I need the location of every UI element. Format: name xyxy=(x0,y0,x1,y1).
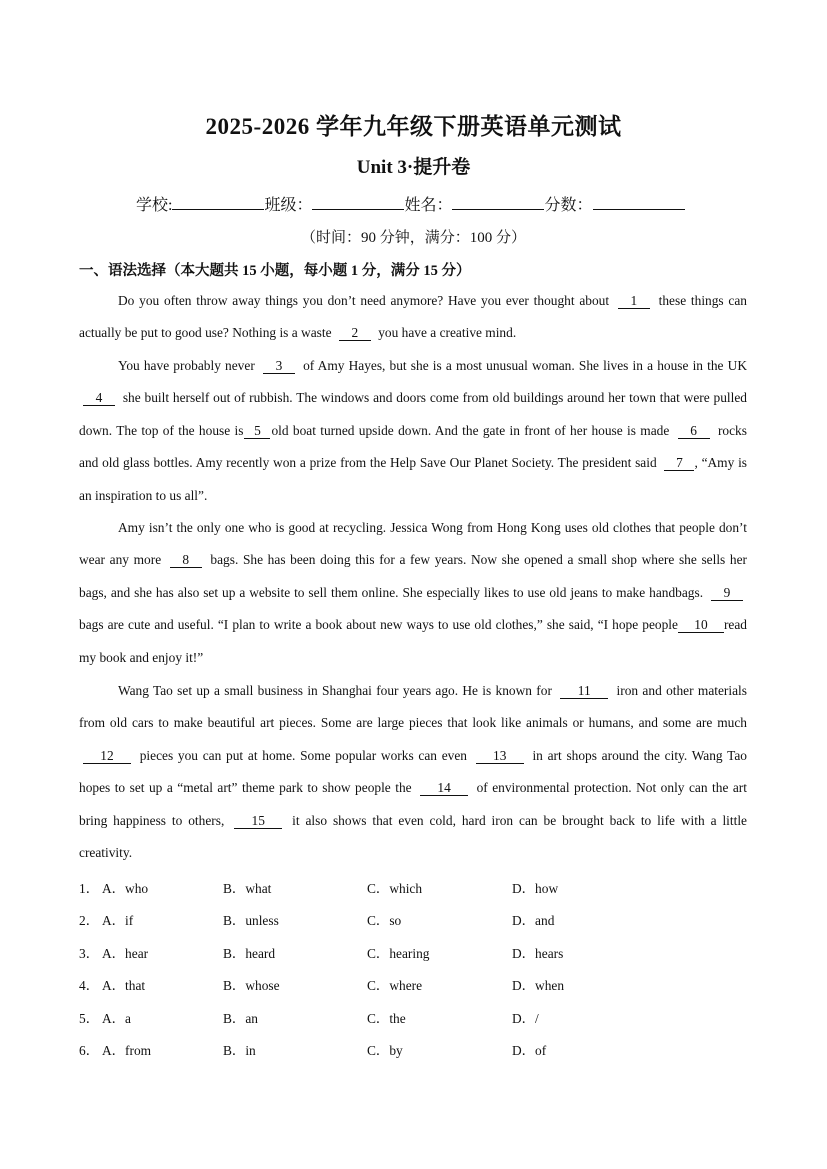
question-number: 2． xyxy=(79,913,100,928)
passage-text: in art shops around the city. Wang Tao hopes to set up a “metal art” theme park to show people the xyxy=(79,747,747,796)
option-c[interactable]: C．so xyxy=(367,913,402,928)
blank-12: 12 xyxy=(83,748,131,764)
score-blank[interactable] xyxy=(593,195,685,210)
option-d[interactable]: D．/ xyxy=(512,1011,539,1026)
option-row-5 xyxy=(79,1008,759,1028)
passage-text: bags are cute and useful. “I plan to write a book about new ways to use old clothes,” she said, “I hope people xyxy=(79,617,678,633)
question-number: 5． xyxy=(79,1011,100,1026)
time-note: （时间：90 分钟，满分：100 分） xyxy=(300,230,526,246)
option-a[interactable]: A．that xyxy=(102,978,146,993)
blank-13: 13 xyxy=(476,748,524,764)
name-label: 姓名： xyxy=(404,197,453,214)
blank-10: 10 xyxy=(678,617,724,633)
option-d[interactable]: D．of xyxy=(512,1043,547,1058)
passage-text: read my book and enjoy it!” xyxy=(79,617,747,665)
score-label: 分数： xyxy=(544,197,593,214)
passage-paragraph-3 xyxy=(79,512,747,674)
blank-4: 4 xyxy=(83,390,115,406)
option-b[interactable]: B．whose xyxy=(223,978,280,993)
passage-text: bags. She has been doing this for a few years. Now she opened a small shop where she sells her bags, and she has also set up a website to sell them online. She especially likes to use old jeans to make handbags. xyxy=(79,552,747,600)
option-row-4 xyxy=(79,975,759,995)
passage-text: of Amy Hayes, but she is a most unusual woman. She lives in a house in the UK xyxy=(303,358,747,373)
blank-1: 1 xyxy=(618,293,650,309)
option-b[interactable]: B．in xyxy=(223,1043,256,1058)
question-number: 4． xyxy=(79,978,100,993)
option-d[interactable]: D．and xyxy=(512,913,555,928)
blank-8: 8 xyxy=(170,552,202,568)
option-c[interactable]: C．hearing xyxy=(367,946,430,961)
option-b[interactable]: B．unless xyxy=(223,913,279,928)
blank-5: 5 xyxy=(244,423,270,439)
option-row-1 xyxy=(79,878,759,898)
blank-9: 9 xyxy=(711,585,743,601)
passage-text: iron and other materials from old cars to make beautiful art pieces. Some are large pieces that look like animals or humans, and some are much xyxy=(79,683,747,731)
option-a[interactable]: A．hear xyxy=(102,946,149,961)
page-title: 2025-2026 学年九年级下册英语单元测试 xyxy=(205,114,622,139)
option-b[interactable]: B．an xyxy=(223,1011,258,1026)
blank-15: 15 xyxy=(234,813,282,829)
question-number: 6． xyxy=(79,1043,100,1058)
blank-2: 2 xyxy=(339,325,371,341)
option-row-6 xyxy=(79,1040,759,1060)
blank-11: 11 xyxy=(560,683,608,699)
blank-14: 14 xyxy=(420,780,468,796)
school-label: 学校: xyxy=(136,197,173,214)
passage-text: old boat turned upside down. And the gate in front of her house is made xyxy=(271,422,670,438)
passage-paragraph-4 xyxy=(79,675,747,869)
blank-7: 7 xyxy=(664,455,694,471)
passage-text: these things can actually be put to good use? Nothing is a waste xyxy=(79,293,747,341)
passage-text: Wang Tao set up a small business in Shanghai four years ago. He is known for xyxy=(118,683,552,698)
option-c[interactable]: C．the xyxy=(367,1011,406,1026)
passage-text: rocks and old glass bottles. Amy recently won a prize from the Help Save Our Planet Society. The president said xyxy=(79,422,747,471)
section-heading: 一、语法选择（本大题共 15 小题，每小题 1 分，满分 15 分） xyxy=(79,263,471,279)
passage-text: you have a creative mind. xyxy=(378,325,517,341)
passage-paragraph-2 xyxy=(79,350,747,512)
question-number: 3． xyxy=(79,946,100,961)
passage-text: she built herself out of rubbish. The windows and doors come from old buildings around her town that were pulled down. The top of the house is xyxy=(79,390,747,438)
option-b[interactable]: B．heard xyxy=(223,946,276,961)
option-a[interactable]: A．from xyxy=(102,1043,152,1058)
option-c[interactable]: C．which xyxy=(367,881,423,896)
option-row-3 xyxy=(79,943,759,963)
page-subtitle: Unit 3·提升卷 xyxy=(356,157,471,178)
passage-text: Amy isn’t the only one who is good at recycling. Jessica Wong from Hong Kong uses old clothes that people don’t wear any more xyxy=(79,520,747,568)
passage-text: pieces you can put at home. Some popular works can even xyxy=(139,747,467,763)
option-d[interactable]: D．hears xyxy=(512,946,564,961)
passage-text: Do you often throw away things you don’t need anymore? Have you ever thought about xyxy=(118,293,610,308)
option-d[interactable]: D．how xyxy=(512,881,559,896)
class-blank[interactable] xyxy=(312,195,404,210)
question-number: 1． xyxy=(79,881,100,896)
passage-text: of environmental protection. Not only can the art bring happiness to others, xyxy=(79,780,747,828)
option-a[interactable]: A．who xyxy=(102,881,149,896)
passage-paragraph-1 xyxy=(79,285,747,350)
student-info-line xyxy=(136,192,685,215)
option-a[interactable]: A．if xyxy=(102,913,134,928)
blank-3: 3 xyxy=(263,358,295,374)
blank-6: 6 xyxy=(678,423,710,439)
class-label: 班级： xyxy=(264,197,313,214)
option-d[interactable]: D．when xyxy=(512,978,565,993)
option-c[interactable]: C．by xyxy=(367,1043,403,1058)
passage-text: it also shows that even cold, hard iron can be brought back to life with a little creativity. xyxy=(79,812,748,861)
school-blank[interactable] xyxy=(172,195,264,210)
option-b[interactable]: B．what xyxy=(223,881,272,896)
name-blank[interactable] xyxy=(452,195,544,210)
option-row-2 xyxy=(79,910,759,930)
passage-text: , “Amy is an inspiration to us all”. xyxy=(79,455,747,503)
option-c[interactable]: C．where xyxy=(367,978,423,993)
option-a[interactable]: A．a xyxy=(102,1011,132,1026)
passage-text: You have probably never xyxy=(118,358,255,373)
